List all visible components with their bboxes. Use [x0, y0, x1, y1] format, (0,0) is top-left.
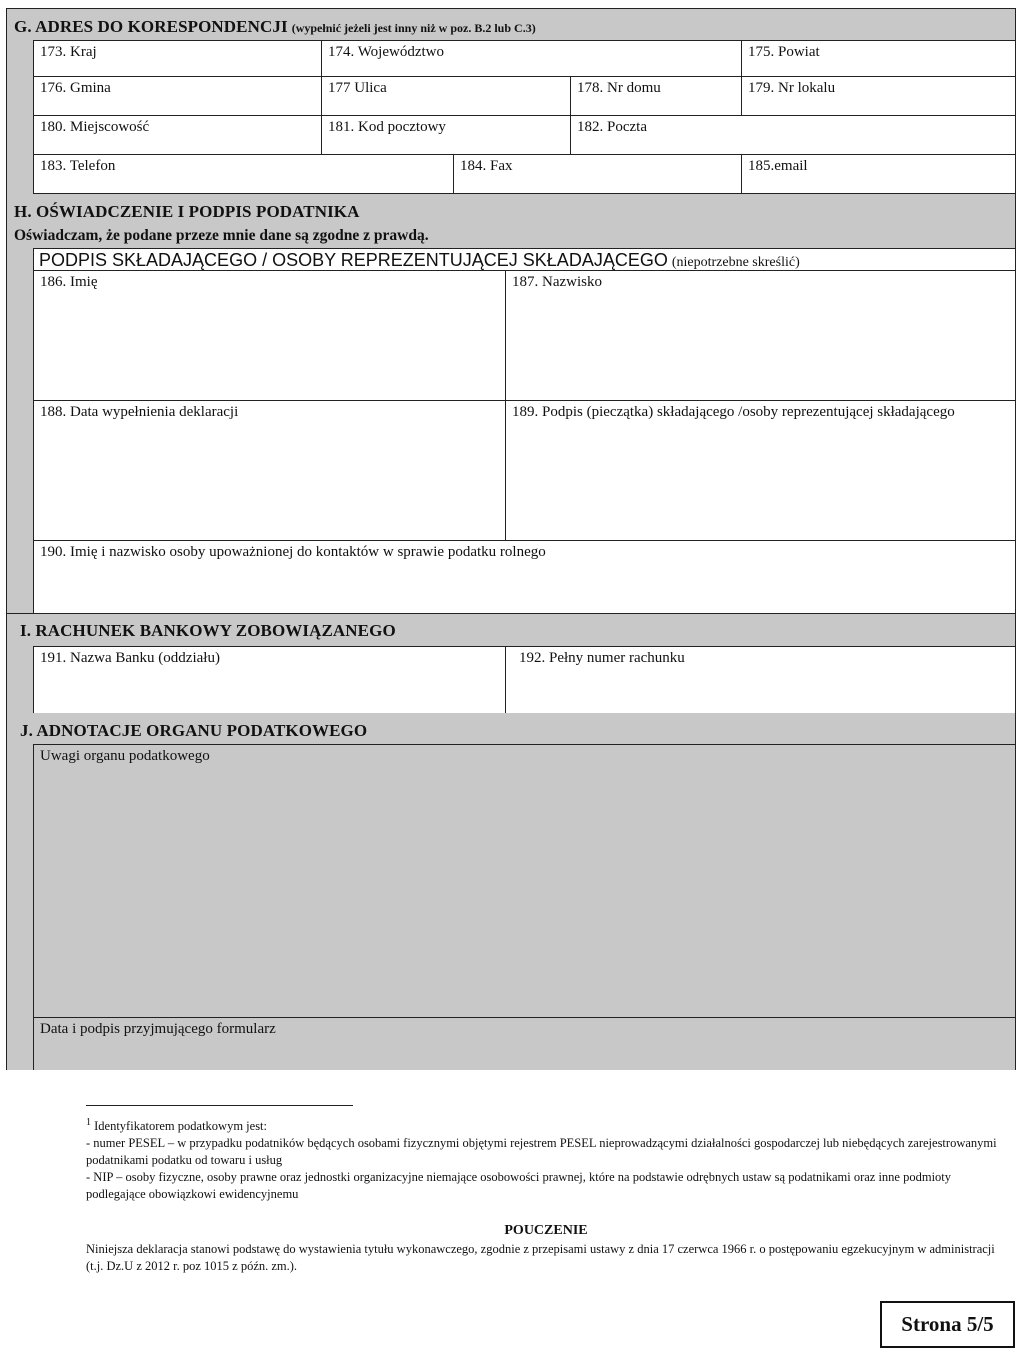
field-188-data-wypelnienia[interactable] — [33, 400, 505, 541]
field-191-label: 191. Nazwa Banku (oddziału) — [40, 650, 220, 666]
field-188-label: 188. Data wypełnienia deklaracji — [40, 404, 239, 420]
receipt-field[interactable] — [33, 1017, 1016, 1070]
footnote-nip: - NIP – osoby fizyczne, osoby prawne oraz jednostki organizacyjne niemające osobowości prawnej, które na podstawie odrębnych ustaw są podatnikami oraz inne podmioty podlegające obowiązkowi ewidencyjnemu — [86, 1170, 952, 1202]
receipt-label: Data i podpis przyjmującego formularz — [40, 1021, 276, 1037]
field-180-miejscowosc[interactable] — [33, 115, 321, 155]
field-173-label: 173. Kraj — [40, 44, 97, 60]
remarks-label: Uwagi organu podatkowego — [40, 748, 210, 764]
field-179-nr-lokalu[interactable] — [741, 76, 1016, 115]
field-177-ulica[interactable] — [321, 76, 570, 115]
signature-header — [33, 248, 1016, 271]
section-g-note: (wypełnić jeżeli jest inny niż w poz. B.2 lub C.3) — [291, 21, 536, 35]
field-189-podpis[interactable] — [505, 400, 1016, 541]
section-h-statement: Oświadczam, że podane przeze mnie dane są zgodne z prawdą. — [14, 227, 429, 244]
field-185-email[interactable] — [741, 154, 1016, 194]
field-175-label: 175. Powiat — [748, 44, 820, 60]
field-192-numer-rachunku[interactable] — [505, 646, 1016, 714]
section-h-title: H. OŚWIADCZENIE I PODPIS PODATNIKA — [14, 202, 360, 221]
field-173-kraj[interactable] — [33, 40, 321, 77]
field-182-poczta[interactable] — [570, 115, 1016, 155]
field-182-label: 182. Poczta — [577, 119, 647, 135]
field-190-label: 190. Imię i nazwisko osoby upoważnionej do kontaktów w sprawie podatku rolnego — [40, 544, 546, 560]
section-j-title: J. ADNOTACJE ORGANU PODATKOWEGO — [20, 721, 368, 740]
signature-header-text: PODPIS SKŁADAJĄCEGO / OSOBY REPREZENTUJĄCEJ SKŁADAJĄCEGO — [39, 250, 668, 270]
instruction-text: Niniejsza deklaracja stanowi podstawę do wystawienia tytułu wykonawczego, zgodnie z przepisami ustawy z dnia 17 czerwca 1966 r. o postępowaniu egzekucyjnym w administracji (t.j. Dz.U z 2012 r. poz 1015 z późn. zm.). — [86, 1242, 995, 1273]
section-i-title: I. RACHUNEK BANKOWY ZOBOWIĄZANEGO — [20, 621, 396, 640]
field-175-powiat[interactable] — [741, 40, 1016, 77]
field-176-label: 176. Gmina — [40, 80, 111, 96]
field-189-label: 189. Podpis (pieczątka) składającego /osoby reprezentującej składającego — [512, 404, 955, 420]
field-186-label: 186. Imię — [40, 274, 98, 290]
footnote-block — [86, 1114, 1006, 1203]
section-g-header — [14, 17, 536, 37]
field-186-imie[interactable] — [33, 270, 505, 401]
footnote-intro: Identyfikatorem podatkowym jest: — [94, 1119, 268, 1134]
footnote-marker: 1 — [86, 1117, 91, 1128]
field-192-label: 192. Pełny numer rachunku — [519, 650, 685, 666]
field-184-fax[interactable] — [453, 154, 741, 194]
field-178-nr-domu[interactable] — [570, 76, 741, 115]
footnote-intro-line — [86, 1114, 1006, 1135]
field-178-label: 178. Nr domu — [577, 80, 661, 96]
remarks-field[interactable] — [33, 744, 1016, 1018]
field-181-kod-pocztowy[interactable] — [321, 115, 570, 155]
footnote-divider — [86, 1105, 353, 1106]
field-179-label: 179. Nr lokalu — [748, 80, 836, 96]
field-190-osoba-upowazniona[interactable] — [33, 540, 1016, 614]
field-180-label: 180. Miejscowość — [40, 119, 150, 135]
footnote-pesel: - numer PESEL – w przypadku podatników będących osobami fizycznymi objętymi rejestrem PESEL nieprowadzącymi działalności gospodarczej lub niebędących zarejestrowanymi podatnikami podatku od towaru i usług — [86, 1136, 997, 1168]
field-191-nazwa-banku[interactable] — [33, 646, 505, 714]
field-184-label: 184. Fax — [460, 158, 513, 174]
field-183-label: 183. Telefon — [40, 158, 116, 174]
field-177-label: 177 Ulica — [328, 80, 387, 96]
field-174-label: 174. Województwo — [328, 44, 445, 60]
page-number-box: Strona 5/5 — [880, 1301, 1015, 1348]
section-g-title: G. ADRES DO KORESPONDENCJI — [14, 17, 288, 36]
field-174-wojewodztwo[interactable] — [321, 40, 741, 77]
instruction-title: POUCZENIE — [504, 1223, 588, 1238]
field-187-label: 187. Nazwisko — [512, 274, 602, 290]
field-183-telefon[interactable] — [33, 154, 453, 194]
field-185-label: 185.email — [748, 158, 808, 174]
field-176-gmina[interactable] — [33, 76, 321, 115]
field-187-nazwisko[interactable] — [505, 270, 1016, 401]
field-181-label: 181. Kod pocztowy — [328, 119, 446, 135]
signature-header-note: (niepotrzebne skreślić) — [671, 255, 800, 270]
